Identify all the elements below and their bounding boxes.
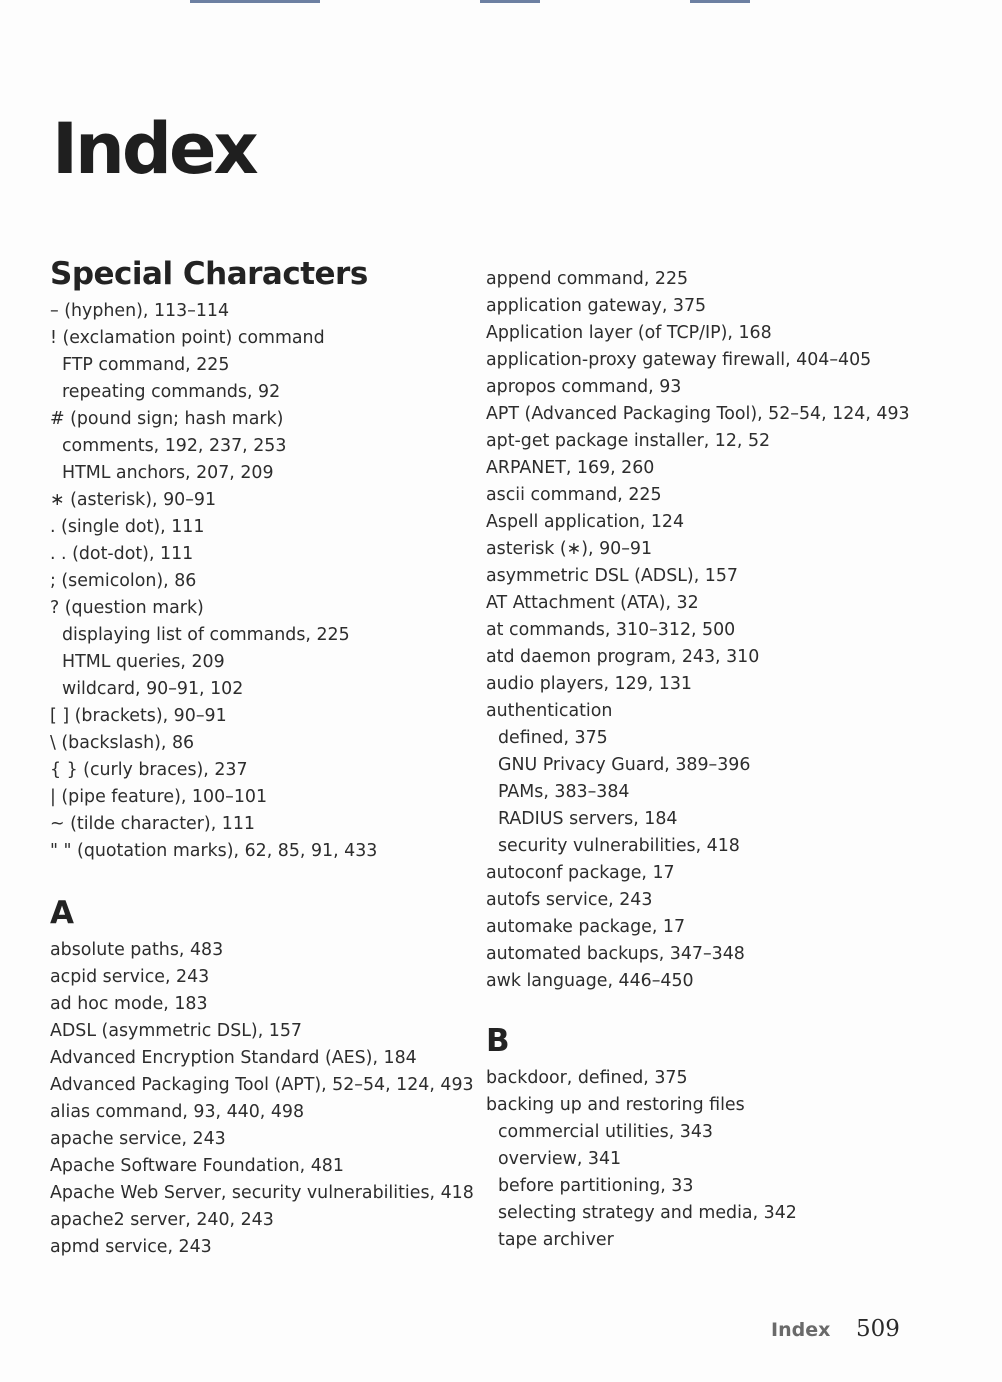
index-entry: Apache Web Server, security vulnerabilities, 418 (50, 1183, 474, 1203)
index-subentry: repeating commands, 92 (62, 382, 281, 402)
index-subentry: HTML anchors, 207, 209 (62, 463, 274, 483)
index-subentry: defined, 375 (498, 728, 608, 748)
index-entry: ! (exclamation point) command (50, 328, 325, 348)
index-subentry: tape archiver (498, 1230, 614, 1250)
index-entry: ~ (tilde character), 111 (50, 814, 255, 834)
index-entry: . (single dot), 111 (50, 517, 205, 537)
index-entry: Apache Software Foundation, 481 (50, 1156, 344, 1176)
index-entry: | (pipe feature), 100–101 (50, 787, 268, 807)
section-heading-a: A (50, 895, 74, 931)
index-subentry: commercial utilities, 343 (498, 1122, 713, 1142)
index-subentry: RADIUS servers, 184 (498, 809, 678, 829)
index-entry: ∗ (asterisk), 90–91 (50, 490, 217, 510)
index-subentry: PAMs, 383–384 (498, 782, 630, 802)
index-entry: asterisk (∗), 90–91 (486, 539, 653, 559)
page-title: Index (52, 108, 256, 190)
top-edge-mark (690, 0, 750, 3)
section-heading-b: B (486, 1023, 510, 1059)
index-entry: append command, 225 (486, 269, 689, 289)
left-column (50, 256, 510, 1261)
index-entry: alias command, 93, 440, 498 (50, 1102, 305, 1122)
b-entries-list (486, 1065, 946, 1254)
index-entry: . . (dot-dot), 111 (50, 544, 194, 564)
index-entry: # (pound sign; hash mark) (50, 409, 284, 429)
index-entry: backing up and restoring files (486, 1095, 745, 1115)
index-entry: Aspell application, 124 (486, 512, 685, 532)
index-subentry: HTML queries, 209 (62, 652, 225, 672)
index-subentry: GNU Privacy Guard, 389–396 (498, 755, 751, 775)
index-entry: apache service, 243 (50, 1129, 226, 1149)
index-entry: ADSL (asymmetric DSL), 157 (50, 1021, 302, 1041)
index-subentry: selecting strategy and media, 342 (498, 1203, 797, 1223)
index-entry: [ ] (brackets), 90–91 (50, 706, 227, 726)
a-continued-list (486, 266, 946, 995)
top-edge-mark (480, 0, 540, 3)
index-entry: ; (semicolon), 86 (50, 571, 197, 591)
page-number: 509 (856, 1316, 900, 1342)
index-entry: AT Attachment (ATA), 32 (486, 593, 699, 613)
index-entry: asymmetric DSL (ADSL), 157 (486, 566, 738, 586)
index-entry: automated backups, 347–348 (486, 944, 745, 964)
index-entry: apmd service, 243 (50, 1237, 212, 1257)
index-entry: Application layer (of TCP/IP), 168 (486, 323, 772, 343)
index-subentry: wildcard, 90–91, 102 (62, 679, 244, 699)
index-entry: " " (quotation marks), 62, 85, 91, 433 (50, 841, 378, 861)
index-entry: APT (Advanced Packaging Tool), 52–54, 124, 493 (486, 404, 910, 424)
index-subentry: displaying list of commands, 225 (62, 625, 350, 645)
index-entry: apt-get package installer, 12, 52 (486, 431, 771, 451)
index-entry: ascii command, 225 (486, 485, 662, 505)
index-entry: ? (question mark) (50, 598, 204, 618)
index-entry: atd daemon program, 243, 310 (486, 647, 760, 667)
index-entry: audio players, 129, 131 (486, 674, 692, 694)
index-entry: autoconf package, 17 (486, 863, 675, 883)
footer-label: Index (771, 1319, 831, 1341)
special-characters-list (50, 298, 510, 865)
index-entry: at commands, 310–312, 500 (486, 620, 736, 640)
index-subentry: comments, 192, 237, 253 (62, 436, 287, 456)
index-entry: awk language, 446–450 (486, 971, 694, 991)
index-entry: application gateway, 375 (486, 296, 707, 316)
index-entry: application-proxy gateway firewall, 404–405 (486, 350, 872, 370)
index-entry: automake package, 17 (486, 917, 686, 937)
a-entries-list (50, 937, 510, 1261)
index-entry: acpid service, 243 (50, 967, 210, 987)
index-entry: ad hoc mode, 183 (50, 994, 208, 1014)
right-column (486, 266, 946, 1254)
index-entry: { } (curly braces), 237 (50, 760, 248, 780)
index-entry: \ (backslash), 86 (50, 733, 195, 753)
index-entry: ARPANET, 169, 260 (486, 458, 655, 478)
index-subentry: FTP command, 225 (62, 355, 230, 375)
index-entry: authentication (486, 701, 613, 721)
index-subentry: security vulnerabilities, 418 (498, 836, 740, 856)
index-subentry: overview, 341 (498, 1149, 622, 1169)
index-entry: apropos command, 93 (486, 377, 682, 397)
section-heading-special-characters: Special Characters (50, 256, 368, 292)
index-entry: – (hyphen), 113–114 (50, 301, 230, 321)
index-entry: backdoor, defined, 375 (486, 1068, 688, 1088)
index-entry: Advanced Packaging Tool (APT), 52–54, 124, 493 (50, 1075, 474, 1095)
index-subentry: before partitioning, 33 (498, 1176, 694, 1196)
index-entry: autofs service, 243 (486, 890, 653, 910)
index-entry: apache2 server, 240, 243 (50, 1210, 274, 1230)
top-edge-mark (190, 0, 320, 3)
index-entry: absolute paths, 483 (50, 940, 224, 960)
index-entry: Advanced Encryption Standard (AES), 184 (50, 1048, 417, 1068)
